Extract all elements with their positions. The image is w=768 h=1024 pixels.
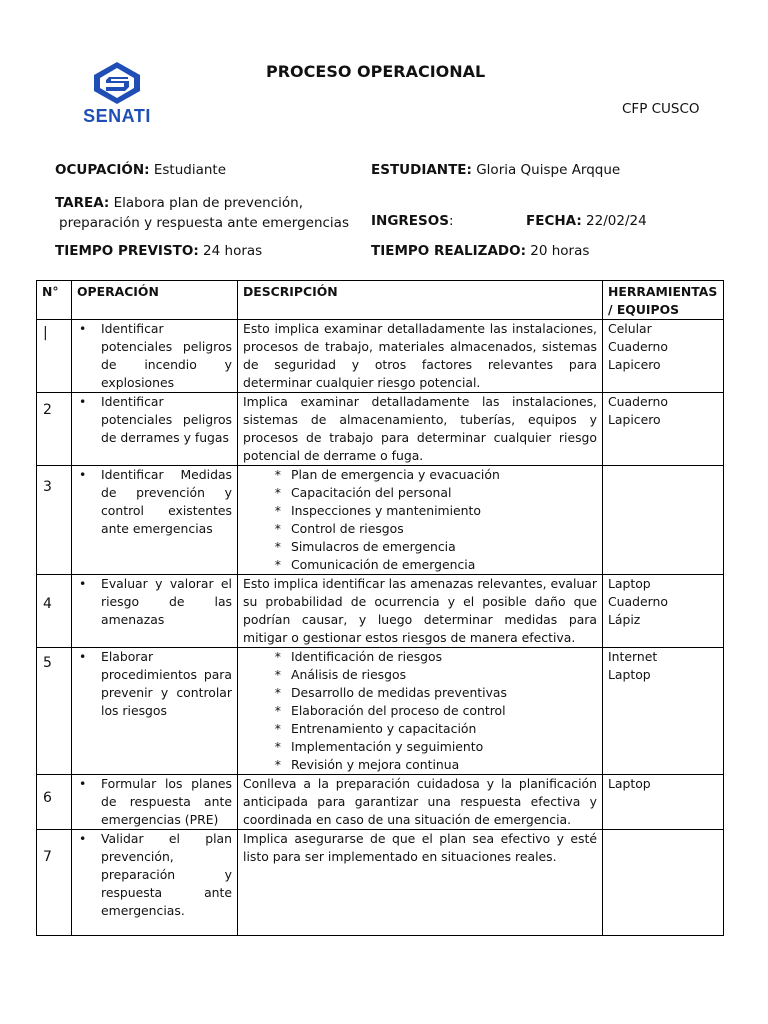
- table-row: [37, 775, 724, 830]
- description-list: [243, 466, 597, 574]
- tool-item: Celular: [608, 321, 652, 336]
- tools-cell: [603, 320, 724, 393]
- operation-text: Elaborar procedimientos para prevenir y controlar los riesgos: [101, 649, 232, 718]
- tools-cell: [603, 775, 724, 830]
- asterisk-icon: *: [274, 721, 281, 736]
- ocupacion-value: Estudiante: [153, 162, 227, 178]
- table-row: [37, 575, 724, 648]
- operation-text: Identificar potenciales peligros de derrames y fugas: [101, 394, 232, 445]
- table-row: [37, 830, 724, 936]
- tiempo-realizado-field: [371, 243, 589, 259]
- operation-cell: [72, 320, 238, 393]
- list-item-text: Entrenamiento y capacitación: [291, 721, 477, 736]
- list-item: [243, 738, 597, 756]
- bullet-icon: •: [79, 776, 87, 791]
- tools-cell: [603, 830, 724, 936]
- asterisk-icon: *: [274, 485, 281, 500]
- description-list: [243, 648, 597, 774]
- tool-item: Lápiz: [608, 612, 641, 627]
- operation-cell: [72, 830, 238, 936]
- table-header-row: [37, 281, 724, 320]
- list-item-text: Plan de emergencia y evacuación: [291, 467, 500, 482]
- list-item: [243, 684, 597, 702]
- list-item-text: Comunicación de emergencia: [291, 557, 476, 572]
- tools-cell: [603, 648, 724, 775]
- asterisk-icon: *: [274, 503, 281, 518]
- senati-logo: [76, 60, 158, 130]
- list-item: [243, 720, 597, 738]
- list-item-text: Identificación de riesgos: [291, 649, 443, 664]
- row-number: 6: [37, 775, 72, 830]
- list-item-text: Capacitación del personal: [291, 485, 452, 500]
- ingresos-label: INGRESOS: [371, 213, 449, 229]
- operation-text: Identificar potenciales peligros de incendio y explosiones: [101, 321, 232, 390]
- bullet-icon: •: [79, 831, 87, 846]
- table-row: [37, 393, 724, 466]
- operations-table: [36, 280, 724, 936]
- operation-cell: [72, 466, 238, 575]
- tool-item: Laptop: [608, 776, 651, 791]
- asterisk-icon: *: [274, 539, 281, 554]
- list-item-text: Inspecciones y mantenimiento: [291, 503, 481, 518]
- row-number: 2: [37, 393, 72, 466]
- asterisk-icon: *: [274, 521, 281, 536]
- description-text: Conlleva a la preparación cuidadosa y la planificación anticipada para garantizar una respuesta efectiva y coordinada en caso de una situación de emergencia.: [243, 776, 597, 827]
- tiempo-realizado-label: TIEMPO REALIZADO:: [371, 243, 526, 259]
- bullet-icon: •: [79, 321, 87, 336]
- description-text: Implica asegurarse de que el plan sea efectivo y esté listo para ser implementado en situaciones reales.: [243, 831, 597, 864]
- list-item-text: Control de riesgos: [291, 521, 404, 536]
- bullet-icon: •: [79, 467, 87, 482]
- list-item: [243, 520, 597, 538]
- list-item-text: Elaboración del proceso de control: [291, 703, 506, 718]
- operation-cell: [72, 775, 238, 830]
- operation-text: Formular los planes de respuesta ante emergencias (PRE): [101, 776, 232, 827]
- asterisk-icon: *: [274, 703, 281, 718]
- center-name: CFP CUSCO: [622, 101, 700, 117]
- description-text: Esto implica identificar las amenazas relevantes, evaluar su probabilidad de ocurrencia y el posible daño que podrían causar, y luego determinar medidas para mitigar o gestionar estos riesgos de manera efectiva.: [243, 576, 597, 645]
- estudiante-label: ESTUDIANTE:: [371, 162, 472, 178]
- ocupacion-field: [55, 162, 226, 178]
- estudiante-field: [371, 162, 620, 178]
- fecha-label: FECHA:: [526, 213, 582, 229]
- description-text: Esto implica examinar detalladamente las instalaciones, procesos de trabajo, materiales almacenados, sistemas de seguridad y otros factores relevantes para determinar cualquier riesgo potencial.: [243, 321, 597, 390]
- table-row: [37, 320, 724, 393]
- asterisk-icon: *: [274, 557, 281, 572]
- list-item-text: Análisis de riesgos: [291, 667, 407, 682]
- asterisk-icon: *: [274, 467, 281, 482]
- tiempo-previsto-field: [55, 243, 262, 259]
- asterisk-icon: *: [274, 667, 281, 682]
- ingresos-colon: :: [448, 213, 454, 229]
- list-item: [243, 648, 597, 666]
- table-row: [37, 648, 724, 775]
- tools-cell: [603, 575, 724, 648]
- tiempo-realizado-value: 20 horas: [530, 243, 590, 259]
- tool-item: Lapicero: [608, 357, 661, 372]
- tiempo-previsto-value: 24 horas: [203, 243, 263, 259]
- description-cell: [238, 775, 603, 830]
- header-description: DESCRIPCIÓN: [238, 281, 603, 320]
- asterisk-icon: *: [274, 685, 281, 700]
- fecha-field: [526, 213, 647, 229]
- operation-text: Evaluar y valorar el riesgo de las amenazas: [101, 576, 232, 627]
- row-number: 7: [37, 830, 72, 936]
- row-number: 5: [37, 648, 72, 775]
- ingresos-field: [371, 213, 454, 229]
- description-cell: [238, 320, 603, 393]
- list-item: [243, 702, 597, 720]
- tool-item: Cuaderno: [608, 339, 668, 354]
- list-item: [243, 538, 597, 556]
- list-item-text: Desarrollo de medidas preventivas: [291, 685, 507, 700]
- operation-text: Identificar Medidas de prevención y control existentes ante emergencias: [101, 467, 232, 536]
- list-item: [243, 502, 597, 520]
- operation-cell: [72, 648, 238, 775]
- tarea-field: [55, 193, 349, 233]
- brand-name: SENATI: [83, 106, 151, 126]
- row-number: 3: [37, 466, 72, 575]
- page-title: PROCESO OPERACIONAL: [266, 62, 486, 81]
- row-number: |: [37, 320, 72, 393]
- tiempo-previsto-label: TIEMPO PREVISTO:: [55, 243, 199, 259]
- ocupacion-label: OCUPACIÓN:: [55, 162, 150, 178]
- tool-item: Lapicero: [608, 412, 661, 427]
- row-number: 4: [37, 575, 72, 648]
- description-cell: [238, 830, 603, 936]
- tool-item: Cuaderno: [608, 394, 668, 409]
- tool-item: Laptop: [608, 667, 651, 682]
- tool-item: Laptop: [608, 576, 651, 591]
- fecha-value: 22/02/24: [586, 213, 647, 229]
- description-cell: [238, 575, 603, 648]
- list-item-text: Implementación y seguimiento: [291, 739, 484, 754]
- list-item-text: Revisión y mejora continua: [291, 757, 460, 772]
- estudiante-value: Gloria Quispe Arqque: [476, 162, 621, 178]
- description-text: Implica examinar detalladamente las instalaciones, sistemas de almacenamiento, tuberías, equipos y procesos de trabajo para determinar cualquier riesgo potencial de derrame o fuga.: [243, 394, 597, 463]
- header-operation: OPERACIÓN: [72, 281, 238, 320]
- description-cell: [238, 648, 603, 775]
- operation-text: Validar el plan prevención, preparación y respuesta ante emergencias.: [101, 831, 232, 918]
- tool-item: Internet: [608, 649, 658, 664]
- bullet-icon: •: [79, 394, 87, 409]
- list-item: [243, 556, 597, 574]
- list-item: [243, 666, 597, 684]
- senati-emblem-icon: [76, 60, 158, 106]
- tarea-value-line2: preparación y respuesta ante emergencias: [59, 215, 349, 231]
- description-cell: [238, 466, 603, 575]
- table-row: [37, 466, 724, 575]
- description-cell: [238, 393, 603, 466]
- header-tools: HERRAMIENTAS / EQUIPOS: [603, 281, 724, 320]
- tool-item: Cuaderno: [608, 594, 668, 609]
- header-num: N°: [37, 281, 72, 320]
- tarea-label: TAREA:: [55, 195, 110, 211]
- asterisk-icon: *: [274, 739, 281, 754]
- asterisk-icon: *: [274, 757, 281, 772]
- operation-cell: [72, 393, 238, 466]
- bullet-icon: •: [79, 649, 87, 664]
- bullet-icon: •: [79, 576, 87, 591]
- tools-cell: [603, 393, 724, 466]
- list-item: [243, 466, 597, 484]
- list-item: [243, 756, 597, 774]
- tools-cell: [603, 466, 724, 575]
- operation-cell: [72, 575, 238, 648]
- tarea-value-line1: Elabora plan de prevención,: [113, 195, 303, 211]
- list-item: [243, 484, 597, 502]
- list-item-text: Simulacros de emergencia: [291, 539, 456, 554]
- asterisk-icon: *: [274, 649, 281, 664]
